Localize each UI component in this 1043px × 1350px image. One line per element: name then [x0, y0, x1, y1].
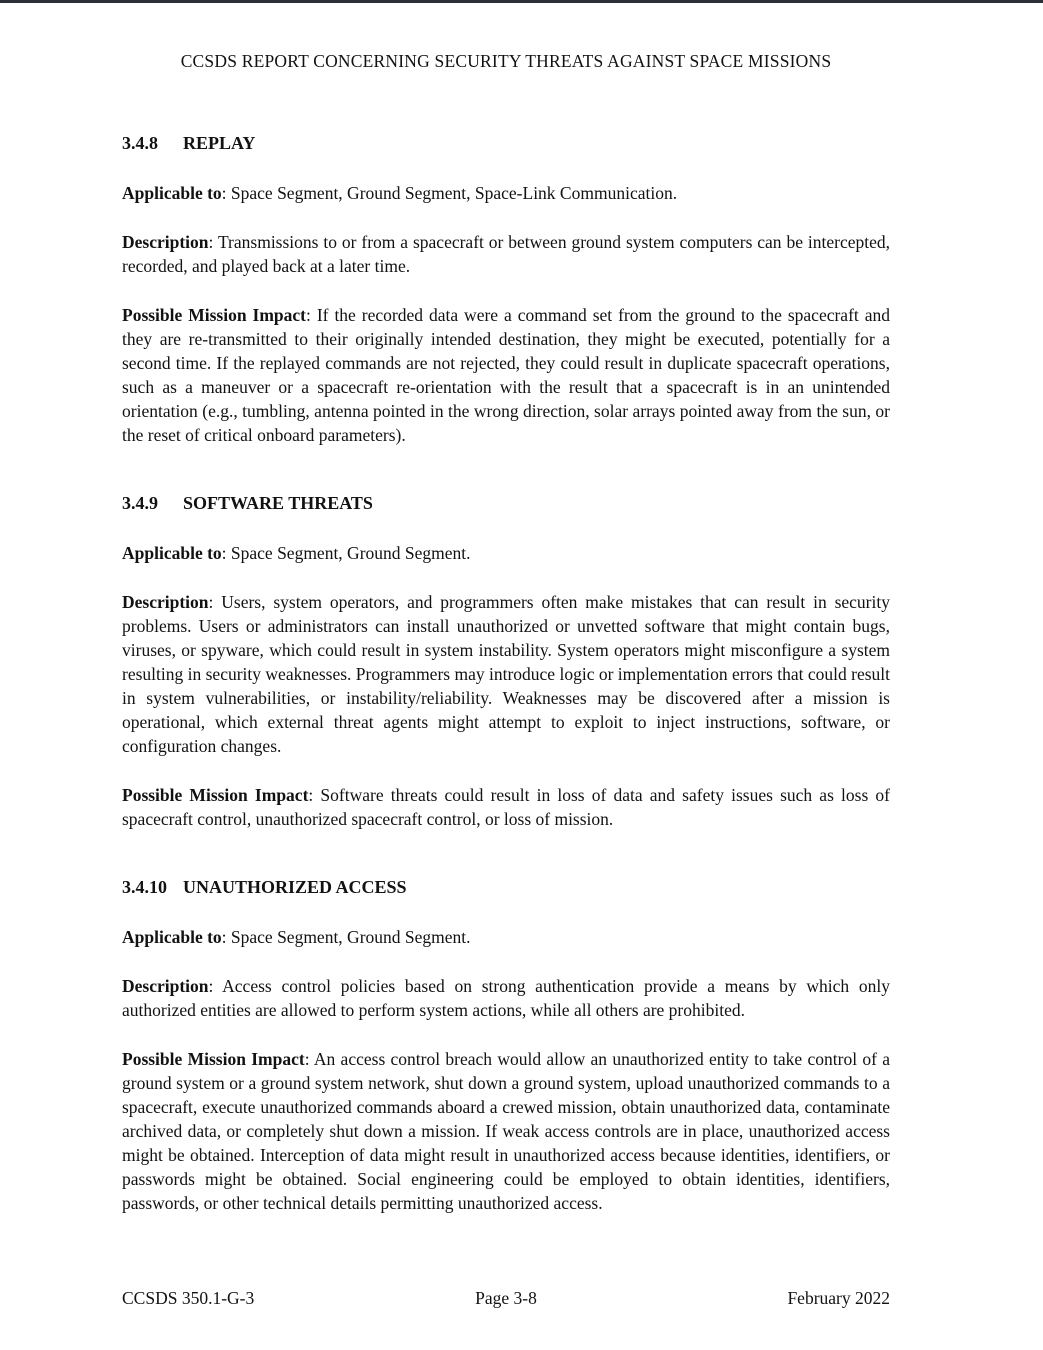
section-title: REPLAY — [183, 133, 256, 153]
paragraph-label: Possible Mission Impact — [122, 305, 307, 325]
paragraph-label: Possible Mission Impact — [122, 1049, 305, 1069]
footer-date: February 2022 — [787, 1288, 890, 1308]
paragraph-text: : An access control breach would allow an unauthorized entity to take control of a ground system or a ground system network, shut down a ground system, upload unauthorized commands to a spacecraft, execute unauthorized commands aboard a crewed mission, obtain unauthorized data, contaminate archived data, or completely shut down a mission. If weak access controls are in place, unauthorized access might be obtained. Interception of data might result in unauthorized access because identities, identifiers, or passwords might be obtained. Social engineering could be employed to obtain identities, identifiers, passwords, or other technical details permitting unauthorized access. — [122, 1049, 890, 1213]
paragraph-label: Possible Mission Impact — [122, 785, 309, 805]
page-content — [122, 0, 890, 1240]
paragraph-possible-mission-impact — [122, 783, 890, 831]
page-footer — [122, 1286, 890, 1310]
paragraph-applicable-to — [122, 925, 890, 949]
paragraph-label: Description — [122, 232, 209, 252]
paragraph-text: : Space Segment, Ground Segment, Space-Link Communication. — [221, 183, 678, 203]
footer-document-id: CCSDS 350.1-G-3 — [122, 1288, 255, 1308]
paragraph-text: : If the recorded data were a command set from the ground to the spacecraft and they are re-transmitted to their originally intended destination, they might be executed, potentially for a second time. If the replayed commands are not rejected, they could result in duplicate spacecraft operations, such as a maneuver or a spacecraft re-orientation with the result that a spacecraft is in an unintended orientation (e.g., tumbling, antenna pointed in the wrong direction, solar arrays pointed away from the sun, or the reset of critical onboard parameters). — [122, 305, 890, 445]
paragraph-description — [122, 230, 890, 278]
paragraph-applicable-to — [122, 181, 890, 205]
paragraph-label: Applicable to — [122, 927, 222, 947]
paragraph-text: : Software threats could result in loss of data and safety issues such as loss of spacecraft control, unauthorized spacecraft control, or loss of mission. — [122, 785, 890, 829]
section-heading-replay — [122, 131, 890, 155]
section-heading-unauthorized-access — [122, 875, 890, 899]
paragraph-description — [122, 974, 890, 1022]
paragraph-label: Applicable to — [122, 183, 222, 203]
footer-page-number: Page 3-8 — [475, 1288, 537, 1308]
section-heading-software-threats — [122, 491, 890, 515]
section-number: 3.4.8 — [122, 133, 158, 153]
paragraph-label: Description — [122, 592, 209, 612]
paragraph-description — [122, 590, 890, 758]
paragraph-label: Description — [122, 976, 209, 996]
section-title: UNAUTHORIZED ACCESS — [183, 877, 407, 897]
section-title: SOFTWARE THREATS — [183, 493, 373, 513]
paragraph-text: : Space Segment, Ground Segment. — [221, 927, 471, 947]
paragraph-possible-mission-impact — [122, 1047, 890, 1215]
paragraph-text: : Space Segment, Ground Segment. — [221, 543, 471, 563]
paragraph-text: : Access control policies based on strong authentication provide a means by which only authorized entities are allowed to perform system actions, while all others are prohibited. — [122, 976, 890, 1020]
section-number: 3.4.9 — [122, 493, 158, 513]
paragraph-label: Applicable to — [122, 543, 222, 563]
paragraph-text: : Users, system operators, and programmers often make mistakes that can result in security problems. Users or administrators can install unauthorized or unvetted software that might contain bugs, viruses, or spyware, which could result in system instability. System operators might misconfigure a system resulting in security weaknesses. Programmers may introduce logic or implementation errors that could result in system vulnerabilities, or instability/reliability. Weaknesses may be discovered after a mission is operational, which external threat agents might attempt to exploit to inject instructions, software, or configuration changes. — [122, 592, 890, 756]
section-number: 3.4.10 — [122, 877, 167, 897]
paragraph-applicable-to — [122, 541, 890, 565]
paragraph-text: : Transmissions to or from a spacecraft or between ground system computers can be intercepted, recorded, and played back at a later time. — [122, 232, 890, 276]
paragraph-possible-mission-impact — [122, 303, 890, 447]
running-header: CCSDS REPORT CONCERNING SECURITY THREATS AGAINST SPACE MISSIONS — [180, 51, 832, 71]
